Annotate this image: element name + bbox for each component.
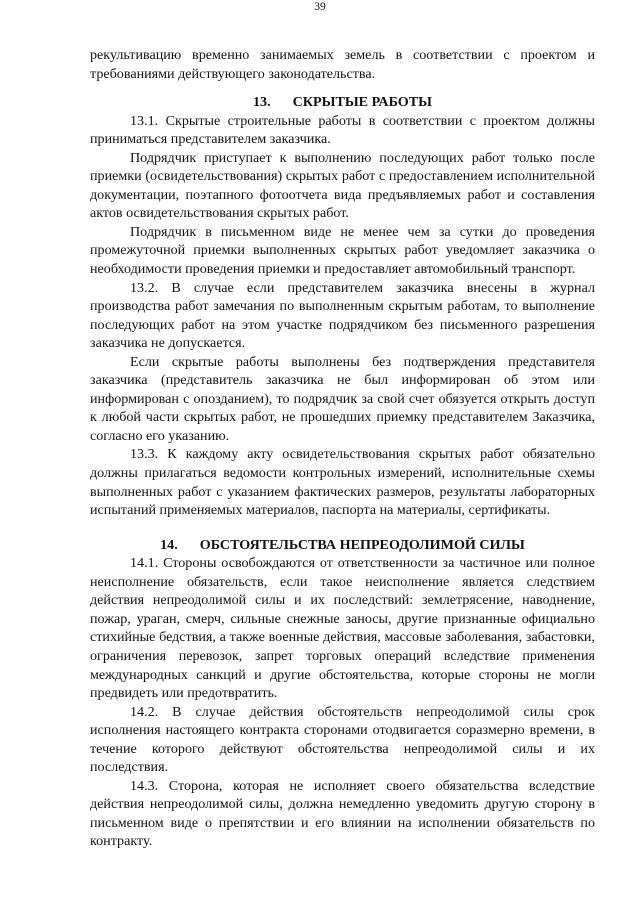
section-13-paragraph-4: 13.2. В случае если представителем заказчика внесены в журнал производства работ замечания по выполненным скрытым работам, то выполнение последующих работ на этом участке подрядчиком без письменного разрешения заказчика не допускается. (90, 279, 595, 352)
page-number: 39 (314, 1, 326, 13)
section-14-title: ОБСТОЯТЕЛЬСТВА НЕПРЕОДОЛИМОЙ СИЛЫ (199, 536, 525, 553)
section-14-paragraph-1: 14.1. Стороны освобождаются от ответственности за частичное или полное неисполнение обязательств, если такое неисполнение является следствием действия непреодолимой силы и их последствий: землетрясение, наводнение, пожар, ураган, смерч, сильные снежные заносы, другие признанные официально стихийные бедствия, а также военные действия, массовые заболевания, забастовки, ограничения перевозок, запрет торговых операций вследствие применения международных санкций и другие обстоятельства, которые стороны не могли предвидеть или предотвратить. (90, 555, 595, 702)
section-13-title: СКРЫТЫЕ РАБОТЫ (292, 94, 433, 111)
intro-paragraph: рекультивацию временно занимаемых земель в соответствии с проектом и требованиями действующего законодательства. (90, 47, 595, 82)
section-13-number: 13. (252, 94, 271, 111)
page-content (90, 46, 595, 851)
section-13-paragraph-5: Если скрытые работы выполнены без подтверждения представителя заказчика (представитель заказчика не был информирован об этом или информирован с опозданием), то подрядчик за свой счет обязуется открыть доступ к любой части скрытых работ, не прошедших приемку представителем Заказчика, согласно его указанию. (90, 353, 595, 444)
section-13-paragraph-1: 13.1. Скрытые строительные работы в соответствии с проектом должны приниматься представителем заказчика. (90, 112, 595, 148)
section-13-paragraph-2: Подрядчик приступает к выполнению последующих работ только после приемки (освидетельствования) скрытых работ с предоставлением исполнительной документации, поэтапного фотоотчета вида предъявляемых работ и составления актов освидетельствования скрытых работ. (90, 149, 595, 222)
section-13-paragraph-3: Подрядчик в письменном виде не менее чем за сутки до проведения промежуточной приемки выполненных скрытых работ уведомляет заказчика о необходимости проведения приемки и предоставляет автомобильный транспорт. (90, 223, 595, 278)
section-14-heading (90, 536, 595, 555)
section-14-paragraph-2: 14.2. В случае действия обстоятельств непреодолимой силы срок исполнения настоящего контракта сторонами отодвигается соразмерно времени, в течение которого действуют обстоятельства непреодолимой силы и их последствия. (90, 703, 595, 776)
section-13-paragraph-6: 13.3. К каждому акту освидетельствования скрытых работ обязательно должны прилагаться ведомости контрольных измерений, исполнительные схемы выполненных работ с указанием фактических размеров, результаты лабораторных испытаний применяемых материалов, паспорта на материалы, сертификаты. (90, 446, 595, 519)
section-14-paragraph-3: 14.3. Сторона, которая не исполняет своего обязательства вследствие действия непреодолимой силы, должна немедленно уведомить другую сторону в письменном виде о препятствии и его влиянии на исполнении обязательств по контракту. (90, 777, 595, 850)
section-14-number: 14. (160, 536, 178, 553)
section-13-heading (90, 93, 595, 112)
